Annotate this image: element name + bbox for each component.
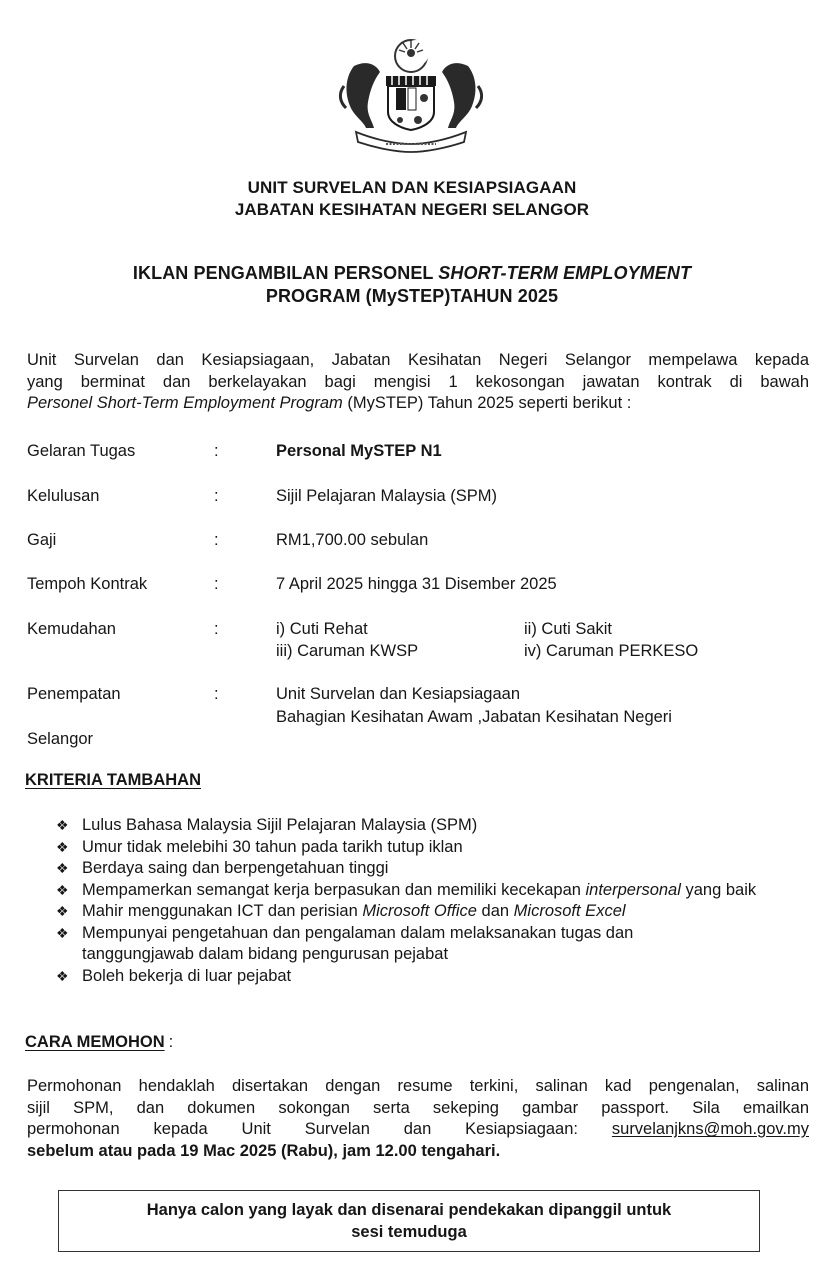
email-link[interactable]: survelanjkns@moh.gov.my (611, 1120, 809, 1138)
list-item (56, 880, 796, 902)
kriteria-heading: KRITERIA TAMBAHAN (25, 771, 201, 789)
four-diamond-bullet-icon: ❖ (56, 881, 69, 898)
list-item-text: Berdaya saing dan berpengetahuan tinggi (82, 859, 389, 877)
interview-notice-box (58, 1190, 760, 1252)
list-item-text: Lulus Bahasa Malaysia Sijil Pelajaran Malaysia (SPM) (82, 816, 478, 834)
list-item-text: Umur tidak melebihi 30 tahun pada tarikh tutup iklan (82, 837, 463, 856)
list-item-italic: Microsoft Office (362, 902, 477, 920)
application-line1: Permohonan hendaklah disertakan dengan resume terkini, salinan kad pengenalan, salinan (27, 1077, 809, 1095)
four-diamond-bullet-icon: ❖ (56, 860, 69, 876)
unit-name-heading: UNIT SURVELAN DAN KESIAPSIAGAAN (247, 178, 577, 197)
list-item-text: Mempunyai pengetahuan dan pengalaman dalam melaksanakan tugas dan tanggungjawab dalam bidang pengurusan pejabat (82, 923, 634, 963)
detail-separator: : (214, 685, 219, 703)
detail-value: Selangor (27, 730, 94, 748)
kriteria-list (56, 815, 796, 987)
list-item (56, 966, 796, 988)
list-item-italic: Microsoft Excel (513, 902, 626, 920)
benefit-item: i) Cuti Rehat (276, 620, 368, 638)
list-item (56, 858, 796, 880)
benefit-item: iii) Caruman KWSP (276, 642, 419, 660)
detail-value: RM1,700.00 sebulan (276, 531, 429, 549)
notice-line2: sesi temuduga (351, 1223, 467, 1241)
list-item (56, 923, 796, 966)
detail-value: Personal MySTEP N1 (276, 442, 442, 460)
title-italic: SHORT-TERM EMPLOYMENT (438, 263, 692, 283)
detail-label: Gelaran Tugas (27, 442, 136, 460)
four-diamond-bullet-icon: ❖ (56, 967, 69, 984)
four-diamond-bullet-icon: ❖ (56, 838, 69, 855)
detail-separator: : (214, 620, 219, 638)
list-item-text: Boleh bekerja di luar pejabat (82, 966, 292, 985)
title-prefix: IKLAN PENGAMBILAN PERSONEL (132, 263, 439, 283)
detail-value: Sijil Pelajaran Malaysia (SPM) (276, 487, 497, 505)
detail-separator: : (214, 487, 219, 505)
cara-memohon-heading (25, 1033, 173, 1052)
list-item-text: Mempamerkan semangat kerja berpasukan dan memiliki kecekapan (82, 880, 586, 899)
application-line3 (27, 1119, 809, 1141)
intro-paragraph (27, 350, 809, 415)
list-item-text: Mahir menggunakan ICT dan perisian (82, 902, 363, 920)
department-name-heading: JABATAN KESIHATAN NEGERI SELANGOR (234, 200, 590, 219)
detail-value: 7 April 2025 hingga 31 Disember 2025 (276, 575, 557, 593)
application-paragraph (27, 1076, 809, 1162)
application-deadline: sebelum atau pada 19 Mac 2025 (Rabu), jam 12.00 tengahari. (27, 1141, 501, 1160)
cara-memohon-heading-text: CARA MEMOHON (25, 1033, 165, 1051)
intro-line3-rest: (MySTEP) Tahun 2025 seperti berikut : (342, 394, 632, 412)
detail-label: Tempoh Kontrak (27, 575, 148, 593)
detail-label: Penempatan (27, 685, 121, 703)
advertisement-title-line1 (0, 262, 824, 284)
detail-label: Gaji (27, 531, 57, 549)
detail-value: Unit Survelan dan Kesiapsiagaan (276, 685, 520, 703)
malaysia-coat-of-arms-icon (336, 36, 486, 154)
intro-line1: Unit Survelan dan Kesiapsiagaan, Jabatan Kesihatan Negeri Selangor mempelawa kepada (27, 351, 809, 369)
list-item (56, 815, 796, 837)
detail-label: Kelulusan (27, 487, 100, 505)
four-diamond-bullet-icon: ❖ (56, 903, 69, 919)
detail-separator: : (214, 531, 219, 549)
benefit-item: ii) Cuti Sakit (524, 620, 613, 638)
application-line2: sijil SPM, dan dokumen sokongan serta sekeping gambar passport. Sila emailkan (27, 1098, 809, 1117)
benefit-item: iv) Caruman PERKESO (524, 642, 699, 660)
intro-line3 (27, 393, 809, 415)
detail-separator: : (214, 575, 219, 593)
list-item-text: yang baik (680, 880, 757, 899)
heading-colon: : (168, 1033, 174, 1051)
four-diamond-bullet-icon: ❖ (56, 924, 69, 941)
intro-line2: yang berminat dan berkelayakan bagi mengisi 1 kekosongan jawatan kontrak di bawah (27, 372, 809, 391)
detail-separator: : (214, 442, 219, 460)
advertisement-title-line2: PROGRAM (MySTEP)TAHUN 2025 (265, 286, 559, 306)
notice-line1: Hanya calon yang layak dan disenarai pendekakan dipanggil untuk (146, 1201, 672, 1219)
application-line3-text: permohonan kepada Unit Survelan dan Kesiapsiagaan: (27, 1120, 578, 1138)
detail-value: Bahagian Kesihatan Awam ,Jabatan Kesihatan Negeri (276, 708, 672, 726)
four-diamond-bullet-icon: ❖ (56, 817, 69, 833)
list-item (56, 901, 796, 923)
list-item-italic: interpersonal (585, 880, 681, 899)
list-item (56, 837, 796, 859)
list-item-text: dan (476, 902, 514, 920)
detail-label: Kemudahan (27, 620, 116, 638)
intro-program-name: Personel Short-Term Employment Program (27, 394, 343, 412)
